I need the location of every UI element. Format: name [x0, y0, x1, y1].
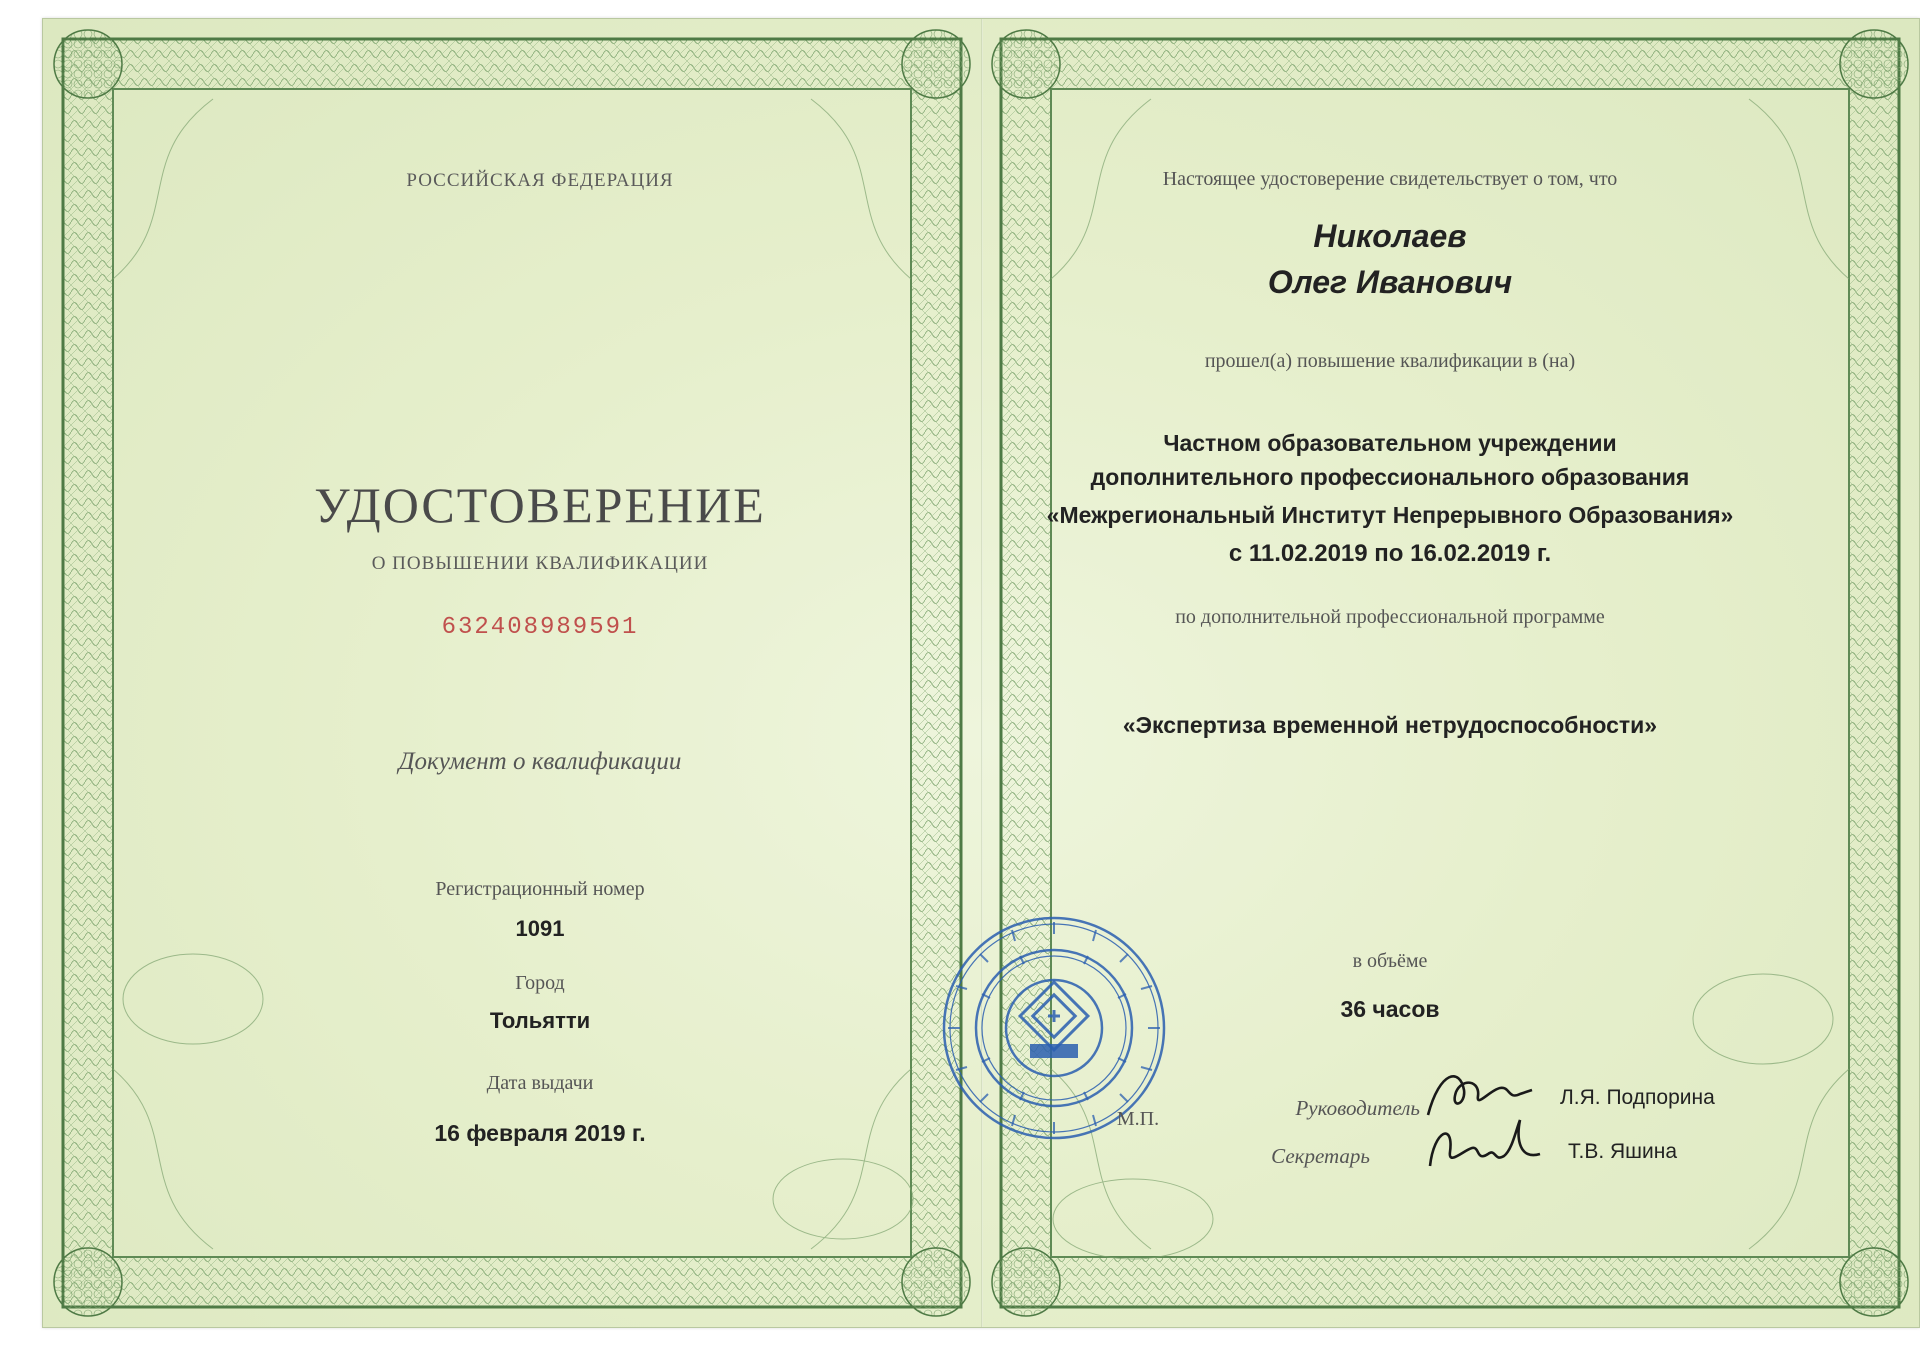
issue-date-label: Дата выдачи [486, 1072, 594, 1094]
volume-label: в объёме [1352, 950, 1428, 972]
director-label: Руководитель [1295, 1096, 1420, 1120]
completed-text: прошел(а) повышение квалификации в (на) [1204, 350, 1576, 372]
course-period: с 11.02.2019 по 16.02.2019 г. [1228, 540, 1552, 567]
volume-value: 36 часов [1340, 996, 1440, 1022]
intro-text: Настоящее удостоверение свидетельствует о том, что [1162, 168, 1618, 190]
institution-line-1: Частном образовательном учреждении [1163, 430, 1617, 456]
secretary-name: Т.В. Яшина [1568, 1140, 1678, 1163]
stamp-place-mark: М.П. [1116, 1108, 1160, 1130]
reg-number: 1091 [515, 916, 565, 941]
city: Тольятти [489, 1008, 591, 1033]
city-label: Город [515, 972, 565, 994]
holder-surname: Николаев [1313, 218, 1467, 254]
secretary-signature [1420, 1110, 1550, 1180]
institution-line-3: «Межрегиональный Институт Непрерывного Образования» [1046, 502, 1734, 528]
issue-date: 16 февраля 2019 г. [434, 1120, 646, 1146]
holder-given-names: Олег Иванович [1267, 264, 1513, 300]
reg-number-label: Регистрационный номер [435, 878, 645, 900]
institution-line-2: дополнительного профессионального образования [1090, 464, 1690, 490]
serial-number: 632408989591 [441, 614, 639, 641]
program-name: «Экспертиза временной нетрудоспособности» [1122, 712, 1658, 738]
document-subtitle: О ПОВЫШЕНИИ КВАЛИФИКАЦИИ [371, 553, 709, 574]
program-label: по дополнительной профессиональной программе [1175, 606, 1605, 628]
document-kind: Документ о квалификации [398, 748, 682, 775]
document-title: УДОСТОВЕРЕНИЕ [314, 477, 766, 533]
secretary-label: Секретарь [1271, 1144, 1370, 1168]
country-label: РОССИЙСКАЯ ФЕДЕРАЦИЯ [406, 170, 674, 191]
director-name: Л.Я. Подпорина [1560, 1086, 1715, 1109]
